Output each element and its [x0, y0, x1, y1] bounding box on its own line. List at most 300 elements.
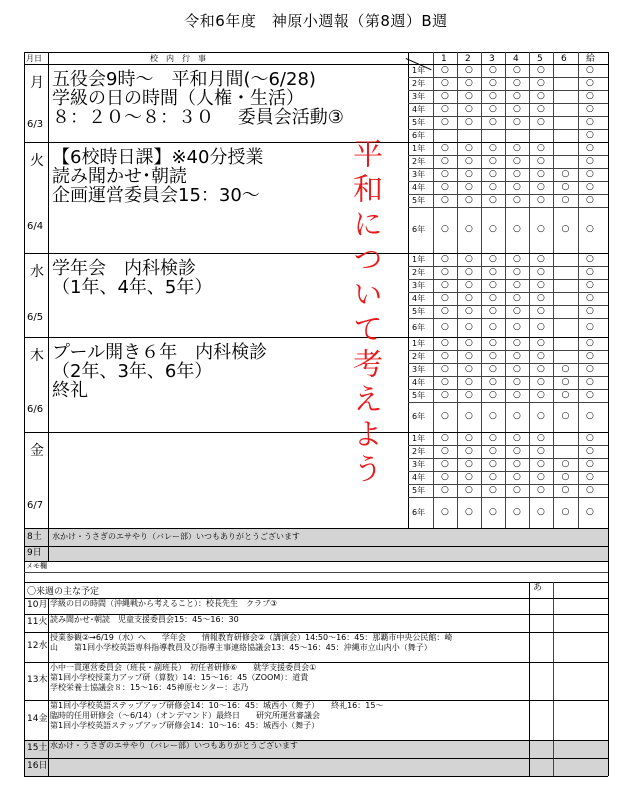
circle-4-2-5: ○ — [561, 458, 570, 469]
circle-2-5-3: ○ — [513, 321, 521, 332]
circle-2-4-4: ○ — [537, 305, 545, 316]
day-date-2: 6/5 — [27, 312, 44, 324]
circle-0-5-6: ○ — [586, 129, 594, 140]
grade-4-3: 4年 — [412, 472, 426, 482]
day-label-0: 月 — [30, 75, 44, 91]
grid-line — [408, 77, 608, 78]
day-event-0-0: 五役会9時～ 平和月間(～6/28) — [52, 69, 316, 90]
period-header-3: 3 — [489, 54, 495, 64]
circle-4-0-6: ○ — [586, 432, 594, 443]
circle-2-3-0: ○ — [441, 292, 449, 303]
grid-line — [408, 103, 608, 104]
grade-2-0: 1年 — [412, 254, 426, 264]
circle-3-0-2: ○ — [489, 337, 497, 348]
circle-3-4-0: ○ — [441, 389, 449, 400]
day-event-1-2: 企画運営委員会15：30～ — [52, 185, 260, 206]
circle-1-4-2: ○ — [489, 194, 497, 205]
circle-3-3-5: ○ — [561, 376, 570, 387]
circle-2-2-3: ○ — [513, 279, 521, 290]
circle-1-0-0: ○ — [441, 142, 449, 153]
day-date-3: 6/6 — [27, 404, 44, 416]
circle-2-2-4: ○ — [537, 279, 545, 290]
circle-4-3-3: ○ — [513, 471, 521, 482]
circle-2-4-1: ○ — [465, 305, 473, 316]
grid-line — [408, 168, 608, 169]
circle-2-3-6: ○ — [586, 292, 594, 303]
circle-4-5-1: ○ — [465, 506, 473, 517]
circle-3-2-5: ○ — [561, 363, 570, 374]
circle-3-3-0: ○ — [441, 376, 449, 387]
circle-1-4-3: ○ — [513, 194, 521, 205]
circle-3-3-3: ○ — [513, 376, 521, 387]
circle-1-5-1: ○ — [465, 224, 473, 234]
circle-1-1-6: ○ — [586, 155, 594, 166]
circle-1-4-4: ○ — [537, 194, 545, 205]
circle-0-0-4: ○ — [537, 64, 545, 75]
circle-1-1-0: ○ — [441, 155, 449, 166]
circle-4-3-1: ○ — [465, 471, 473, 482]
circle-4-0-2: ○ — [489, 432, 497, 443]
circle-2-4-2: ○ — [489, 305, 497, 316]
next-week-line-3-1: 第1回小学校授業力アップ研（算数）14：15～16：45（ZOOM）：道貴 — [50, 673, 309, 682]
circle-4-1-0: ○ — [441, 445, 449, 456]
circle-0-1-4: ○ — [537, 77, 545, 88]
circle-4-3-4: ○ — [537, 471, 545, 482]
grid-line — [408, 181, 608, 182]
day-event-1-0: 【6校時日課】※40分授業 — [52, 147, 264, 168]
grid-line — [408, 155, 608, 156]
grade-4-5: 6年 — [412, 507, 426, 517]
grade-0-5: 6年 — [412, 130, 426, 140]
circle-2-2-0: ○ — [441, 279, 449, 290]
circle-2-1-1: ○ — [465, 266, 473, 277]
events-col-header: 校 内 行 事 — [150, 54, 206, 63]
circle-4-2-1: ○ — [465, 458, 473, 469]
day-event-2-0: 学年会 内科検診 — [52, 258, 196, 279]
circle-0-3-6: ○ — [586, 103, 594, 114]
circle-1-3-2: ○ — [489, 181, 497, 192]
circle-3-0-1: ○ — [465, 337, 473, 348]
circle-3-0-6: ○ — [586, 337, 594, 348]
circle-2-0-4: ○ — [537, 253, 545, 264]
circle-4-5-5: ○ — [561, 506, 570, 517]
circle-1-0-6: ○ — [586, 142, 594, 153]
grid-line — [529, 52, 530, 528]
circle-1-4-5: ○ — [561, 194, 570, 205]
grid-line — [481, 52, 482, 528]
day-event-1-1: 読み聞かせ･朝読 — [52, 166, 187, 187]
grid-line — [48, 598, 49, 776]
circle-0-2-0: ○ — [441, 90, 449, 101]
circle-1-0-4: ○ — [537, 142, 545, 153]
circle-3-1-4: ○ — [537, 350, 545, 361]
grade-0-0: 1年 — [412, 65, 426, 75]
next-week-day-1: 11火 — [27, 617, 48, 627]
circle-0-4-3: ○ — [513, 116, 521, 127]
circle-0-1-1: ○ — [465, 77, 473, 88]
next-week-day-3: 13木 — [27, 675, 48, 685]
grade-3-1: 2年 — [412, 351, 426, 361]
circle-1-1-4: ○ — [537, 155, 545, 166]
grid-line — [24, 52, 608, 53]
circle-1-0-1: ○ — [465, 142, 473, 153]
circle-1-3-1: ○ — [465, 181, 473, 192]
circle-1-5-5: ○ — [561, 224, 570, 234]
grade-2-1: 2年 — [412, 267, 426, 277]
next-week-day-4: 14金 — [27, 714, 48, 724]
circle-3-2-4: ○ — [537, 363, 545, 374]
circle-3-4-4: ○ — [537, 389, 545, 400]
circle-0-4-0: ○ — [441, 116, 449, 127]
grade-2-5: 6年 — [412, 322, 426, 332]
circle-4-1-4: ○ — [537, 445, 545, 456]
grid-line — [408, 484, 608, 485]
circle-0-2-3: ○ — [513, 90, 521, 101]
day-event-0-1: 学級の日の時間（人権・生活） — [52, 88, 304, 109]
circle-4-3-2: ○ — [489, 471, 497, 482]
circle-3-5-4: ○ — [537, 411, 545, 421]
circle-0-1-3: ○ — [513, 77, 521, 88]
grade-3-3: 4年 — [412, 377, 426, 387]
grade-1-2: 3年 — [412, 169, 426, 179]
circle-1-3-0: ○ — [441, 181, 449, 192]
circle-4-4-4: ○ — [537, 484, 545, 495]
next-sunday-band — [24, 758, 608, 776]
circle-4-0-3: ○ — [513, 432, 521, 443]
circle-2-2-2: ○ — [489, 279, 497, 290]
circle-2-2-1: ○ — [465, 279, 473, 290]
grid-line — [408, 292, 608, 293]
circle-3-0-4: ○ — [537, 337, 545, 348]
grid-line — [408, 402, 608, 403]
grade-0-4: 5年 — [412, 117, 426, 127]
circle-3-3-1: ○ — [465, 376, 473, 387]
grid-line — [408, 90, 608, 91]
circle-1-1-2: ○ — [489, 155, 497, 166]
circle-1-5-6: ○ — [586, 224, 594, 234]
circle-3-4-1: ○ — [465, 389, 473, 400]
grid-line — [24, 758, 608, 759]
circle-0-3-1: ○ — [465, 103, 473, 114]
day-date-4: 6/7 — [27, 500, 44, 512]
next-week-line-2-0: 授業参観②→6/19（水）へ 学年会 情報教育研修会②（講演会）14:50～16：45：那覇市中央公民館：崎 — [50, 633, 453, 642]
circle-2-2-6: ○ — [586, 279, 594, 290]
circle-3-5-5: ○ — [561, 411, 570, 421]
grid-line — [408, 129, 608, 130]
grade-0-3: 4年 — [412, 104, 426, 114]
circle-1-4-0: ○ — [441, 194, 449, 205]
grid-line — [408, 279, 608, 280]
circle-0-1-6: ○ — [586, 77, 594, 88]
day-event-3-1: （2年、3年、6年） — [52, 361, 213, 382]
circle-4-2-6: ○ — [586, 458, 594, 469]
circle-1-3-5: ○ — [561, 181, 570, 192]
circle-2-4-0: ○ — [441, 305, 449, 316]
circle-4-3-0: ○ — [441, 471, 449, 482]
next-week-line-1-0: 読み聞かせ･朝読 児童支援委員会15：45～16：30 — [50, 615, 239, 624]
circle-0-0-6: ○ — [586, 64, 594, 75]
grade-3-4: 5年 — [412, 390, 426, 400]
circle-3-1-1: ○ — [465, 350, 473, 361]
grid-line — [408, 363, 608, 364]
circle-4-2-2: ○ — [489, 458, 497, 469]
period-header-4: 4 — [513, 54, 519, 64]
grade-3-0: 1年 — [412, 338, 426, 348]
circle-1-2-6: ○ — [586, 168, 594, 179]
day-label-4: 金 — [30, 443, 44, 459]
grid-line — [553, 582, 554, 776]
next-week-line-3-0: 小中一貫運営委員会（班長・副班長） 初任者研修⑥ 就学支援委員会① — [50, 663, 317, 672]
grid-line — [608, 528, 609, 561]
circle-3-3-4: ○ — [537, 376, 545, 387]
circle-3-3-6: ○ — [586, 376, 594, 387]
circle-2-0-2: ○ — [489, 253, 497, 264]
circle-2-0-3: ○ — [513, 253, 521, 264]
circle-1-2-4: ○ — [537, 168, 545, 179]
circle-0-3-4: ○ — [537, 103, 545, 114]
circle-0-4-6: ○ — [586, 116, 594, 127]
circle-0-2-6: ○ — [586, 90, 594, 101]
circle-4-3-5: ○ — [561, 471, 570, 482]
circle-0-0-2: ○ — [489, 64, 497, 75]
grade-4-2: 3年 — [412, 459, 426, 469]
grid-line — [24, 52, 25, 776]
circle-2-5-1: ○ — [465, 321, 473, 332]
circle-4-4-1: ○ — [465, 484, 473, 495]
circle-4-0-1: ○ — [465, 432, 473, 443]
circle-1-2-0: ○ — [441, 168, 449, 179]
grade-2-2: 3年 — [412, 280, 426, 290]
circle-4-0-0: ○ — [441, 432, 449, 443]
circle-4-1-6: ○ — [586, 445, 594, 456]
circle-2-3-3: ○ — [513, 292, 521, 303]
circle-3-2-3: ○ — [513, 363, 521, 374]
circle-3-1-2: ○ — [489, 350, 497, 361]
grid-line — [408, 445, 608, 446]
grid-line — [433, 52, 434, 528]
grid-line — [408, 497, 608, 498]
grade-1-1: 2年 — [412, 156, 426, 166]
day-event-2-1: （1年、4年、5年） — [52, 277, 213, 298]
circle-4-1-3: ○ — [513, 445, 521, 456]
circle-3-5-2: ○ — [489, 411, 497, 421]
day-date-1: 6/4 — [27, 220, 44, 232]
grid-line — [408, 207, 608, 208]
circle-2-1-4: ○ — [537, 266, 545, 277]
grade-1-4: 5年 — [412, 195, 426, 205]
circle-0-2-1: ○ — [465, 90, 473, 101]
circle-0-4-4: ○ — [537, 116, 545, 127]
circle-3-5-0: ○ — [441, 411, 449, 421]
circle-2-0-0: ○ — [441, 253, 449, 264]
grade-3-2: 3年 — [412, 364, 426, 374]
grid-line — [408, 376, 608, 377]
grade-2-3: 4年 — [412, 293, 426, 303]
circle-2-5-0: ○ — [441, 321, 449, 332]
circle-2-3-4: ○ — [537, 292, 545, 303]
grid-line — [408, 52, 409, 528]
circle-1-5-2: ○ — [489, 224, 497, 234]
circle-1-0-3: ○ — [513, 142, 521, 153]
circle-1-2-5: ○ — [561, 168, 570, 179]
grade-1-0: 1年 — [412, 143, 426, 153]
circle-3-1-3: ○ — [513, 350, 521, 361]
circle-0-1-0: ○ — [441, 77, 449, 88]
circle-4-0-4: ○ — [537, 432, 545, 443]
day-date-0: 6/3 — [27, 119, 44, 131]
circle-3-2-2: ○ — [489, 363, 497, 374]
circle-2-4-6: ○ — [586, 305, 594, 316]
period-header-2: 2 — [465, 54, 471, 64]
circle-4-4-0: ○ — [441, 484, 449, 495]
circle-1-3-3: ○ — [513, 181, 521, 192]
circle-2-1-3: ○ — [513, 266, 521, 277]
circle-3-4-6: ○ — [586, 389, 594, 400]
circle-1-5-0: ○ — [441, 224, 449, 234]
period-header-5: 5 — [537, 54, 543, 64]
circle-4-1-1: ○ — [465, 445, 473, 456]
circle-3-2-6: ○ — [586, 363, 594, 374]
grid-line — [457, 52, 458, 528]
circle-4-4-5: ○ — [561, 484, 570, 495]
circle-4-5-2: ○ — [489, 506, 497, 517]
sunday-band — [24, 546, 608, 561]
grid-line — [408, 318, 608, 319]
circle-1-2-2: ○ — [489, 168, 497, 179]
grid-line — [608, 52, 609, 528]
circle-0-3-3: ○ — [513, 103, 521, 114]
next-week-title: 〇来週の主な予定 — [27, 587, 100, 597]
grade-4-1: 2年 — [412, 446, 426, 456]
grid-line — [408, 471, 608, 472]
next-week-line-0-0: 学級の日の時間（沖縄戦から考えること）：校長先生 クラブ③ — [50, 599, 278, 608]
grid-line — [24, 776, 608, 777]
circle-4-4-2: ○ — [489, 484, 497, 495]
circle-1-5-4: ○ — [537, 224, 545, 234]
page-title: 令和6年度 神原小週報（第8週）B週 — [184, 12, 448, 30]
memo-label: メモ欄 — [26, 562, 47, 570]
next-week-side: あ — [533, 583, 543, 593]
grid-line — [408, 305, 608, 306]
next-week-line-4-1: 臨時的任用研修会（～6/14）（オンデマンド）最終日 研究所運営審議会 — [50, 711, 320, 720]
circle-4-4-6: ○ — [586, 484, 594, 495]
circle-0-0-3: ○ — [513, 64, 521, 75]
grid-line — [408, 266, 608, 267]
circle-1-2-3: ○ — [513, 168, 521, 179]
next-week-day-6: 16日 — [27, 761, 48, 771]
grade-4-0: 1年 — [412, 433, 426, 443]
grid-line — [408, 116, 608, 117]
circle-0-2-2: ○ — [489, 90, 497, 101]
grid-line — [505, 52, 506, 528]
circle-3-1-6: ○ — [586, 350, 594, 361]
grid-line — [24, 572, 608, 573]
circle-0-0-0: ○ — [441, 64, 449, 75]
day-label-3: 木 — [30, 348, 44, 364]
grade-0-2: 3年 — [412, 91, 426, 101]
circle-1-1-3: ○ — [513, 155, 521, 166]
circle-0-0-1: ○ — [465, 64, 473, 75]
circle-1-3-4: ○ — [537, 181, 545, 192]
grade-4-4: 5年 — [412, 485, 426, 495]
day-event-3-0: プール開き６年 内科検診 — [52, 342, 268, 363]
circle-3-3-2: ○ — [489, 376, 497, 387]
grid-line — [408, 389, 608, 390]
circle-4-5-6: ○ — [586, 506, 594, 517]
circle-0-3-2: ○ — [489, 103, 497, 114]
circle-2-5-6: ○ — [586, 321, 594, 332]
circle-4-5-4: ○ — [537, 506, 545, 517]
circle-0-4-2: ○ — [489, 116, 497, 127]
circle-4-5-3: ○ — [513, 506, 521, 517]
next-week-line-4-2: 第1回小学校英語ステップアップ研修会14：10～16：45：城西小（舞子） — [50, 721, 320, 730]
date-col-header: 月日 — [26, 54, 42, 63]
next-week-day-0: 10月 — [27, 600, 48, 610]
grid-line — [24, 528, 608, 529]
grade-1-3: 4年 — [412, 182, 426, 192]
sat-text: 水かけ・うさぎのエサやり（バレー部）いつもありがとうございます — [52, 532, 300, 541]
circle-2-3-1: ○ — [465, 292, 473, 303]
circle-3-4-2: ○ — [489, 389, 497, 400]
grid-line — [553, 52, 554, 528]
circle-3-5-1: ○ — [465, 411, 473, 421]
grade-2-4: 5年 — [412, 306, 426, 316]
circle-2-5-4: ○ — [537, 321, 545, 332]
circle-2-5-2: ○ — [489, 321, 497, 332]
next-week-line-4-0: 第1回小学校英語ステップアップ研修会14：10～16：45：城西小（舞子） 終礼16：15～ — [50, 701, 384, 710]
circle-2-3-2: ○ — [489, 292, 497, 303]
circle-2-1-2: ○ — [489, 266, 497, 277]
circle-4-4-3: ○ — [513, 484, 521, 495]
circle-4-2-3: ○ — [513, 458, 521, 469]
circle-0-4-1: ○ — [465, 116, 473, 127]
vertical-slogan: 平和について考えよう — [347, 138, 382, 488]
circle-3-0-0: ○ — [441, 337, 449, 348]
day-label-1: 火 — [30, 153, 44, 169]
circle-2-0-6: ○ — [586, 253, 594, 264]
next-week-day-5: 15土 — [27, 743, 48, 753]
circle-2-4-3: ○ — [513, 305, 521, 316]
circle-3-4-5: ○ — [561, 389, 570, 400]
circle-3-2-1: ○ — [465, 363, 473, 374]
grid-line — [408, 458, 608, 459]
grid-line — [578, 52, 579, 528]
circle-4-3-6: ○ — [586, 471, 594, 482]
day-event-0-2: ８：２０～８：３０ 委員会活動③ — [52, 107, 344, 128]
grid-line — [408, 350, 608, 351]
next-week-line-2-1: 山 第1回小学校英語専科指導教員及び指導主事連絡協議会13：45～16：45：沖縄市立山内小（舞子） — [50, 643, 432, 652]
sat-label: 8土 — [27, 532, 42, 542]
grid-line — [24, 561, 608, 562]
period-header-6: 6 — [561, 54, 567, 64]
circle-3-5-6: ○ — [586, 411, 594, 421]
period-header-7: 給 — [586, 54, 596, 64]
circle-4-2-4: ○ — [537, 458, 545, 469]
circle-4-5-0: ○ — [441, 506, 449, 517]
circle-4-2-0: ○ — [441, 458, 449, 469]
circle-1-1-1: ○ — [465, 155, 473, 166]
circle-3-5-3: ○ — [513, 411, 521, 421]
period-header-1: 1 — [441, 54, 447, 64]
circle-3-1-0: ○ — [441, 350, 449, 361]
circle-1-3-6: ○ — [586, 181, 594, 192]
grid-line — [24, 582, 608, 583]
circle-2-1-0: ○ — [441, 266, 449, 277]
circle-1-2-1: ○ — [465, 168, 473, 179]
next-week-day-2: 12水 — [27, 641, 48, 651]
next-week-line-5-0: 水かけ・うさぎのエサやり（バレー部）いつもありがとうございます — [50, 741, 298, 750]
grid-line — [529, 582, 530, 776]
